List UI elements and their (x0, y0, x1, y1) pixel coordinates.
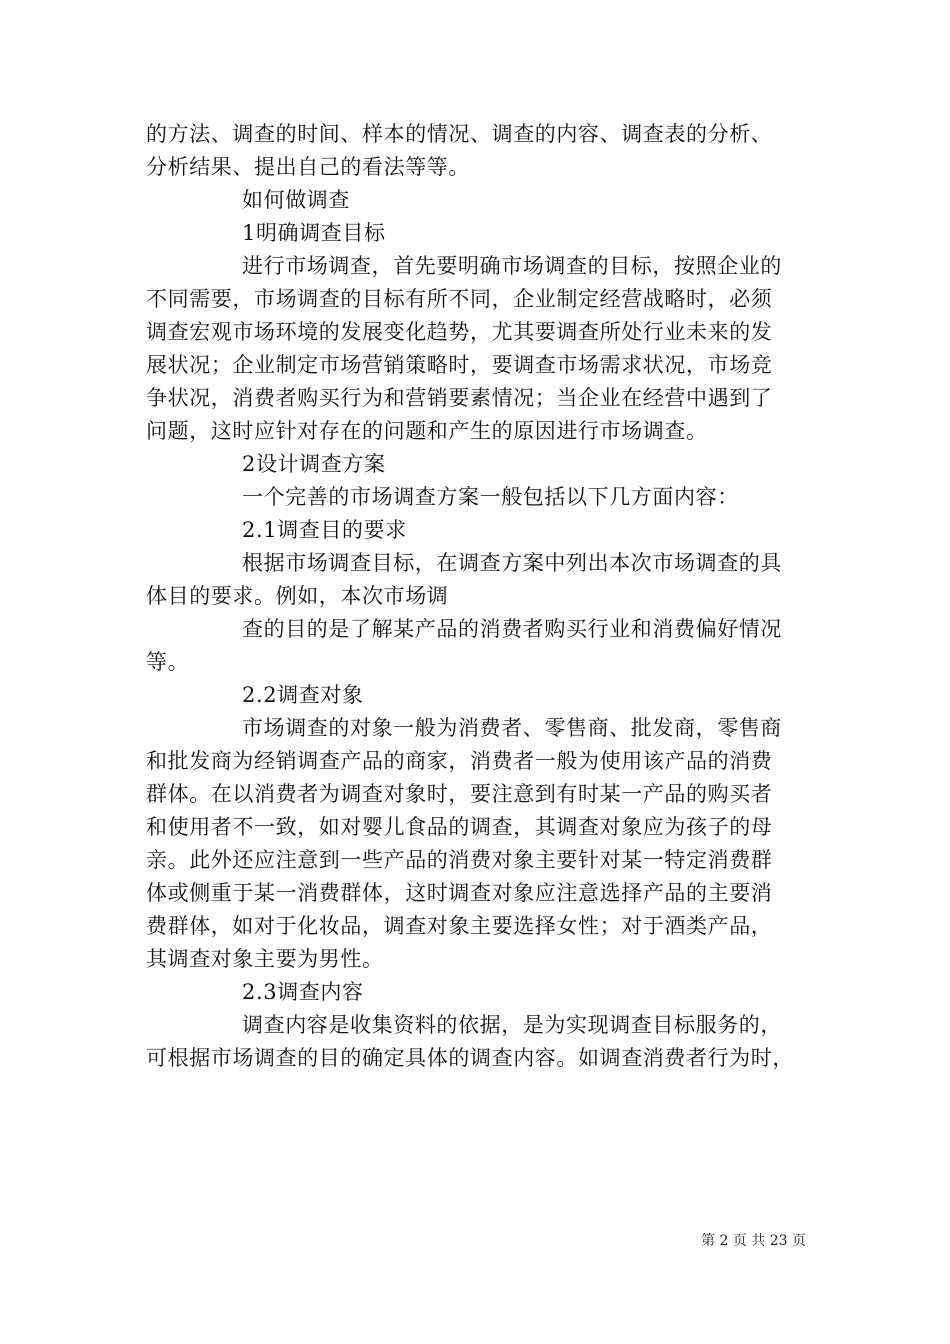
section-heading: 2.2调查对象 (242, 683, 364, 707)
section-heading: 2.1调查目的要求 (242, 518, 407, 542)
text-line: 亲。此外还应注意到一些产品的消费对象主要针对某一特定消费群 (146, 848, 773, 872)
text-line: 调查内容是收集资料的依据，是为实现调查目标服务的， (242, 1013, 782, 1037)
text-line: 可根据市场调查的目的确定具体的调查内容。如调查消费者行为时， (146, 1046, 794, 1070)
text-line: 调查宏观市场环境的发展变化趋势，尤其要调查所处行业未来的发 (146, 320, 773, 344)
document-body (146, 118, 806, 1075)
text-line: 问题，这时应针对存在的问题和产生的原因进行市场调查。 (146, 419, 708, 443)
text-line: 和使用者不一致，如对婴儿食品的调查，其调查对象应为孩子的母 (146, 815, 773, 839)
text-line: 展状况；企业制定市场营销策略时，要调查市场需求状况，市场竞 (146, 353, 773, 377)
text-line: 的方法、调查的时间、样本的情况、调查的内容、调查表的分析、 (146, 122, 773, 146)
text-line: 根据市场调查目标，在调查方案中列出本次市场调查的具 (242, 551, 782, 575)
text-line: 一个完善的市场调查方案一般包括以下几方面内容： (242, 485, 739, 509)
text-line: 体或侧重于某一消费群体，这时调查对象应注意选择产品的主要消 (146, 881, 773, 905)
text-line: 群体。在以消费者为调查对象时，要注意到有时某一产品的购买者 (146, 782, 773, 806)
section-heading: 如何做调查 (242, 188, 350, 212)
page-number-footer: 第 2 页 共 23 页 (701, 1233, 806, 1249)
text-line: 费群体，如对于化妆品，调查对象主要选择女性；对于酒类产品， (146, 914, 773, 938)
text-line: 分析结果、提出自己的看法等等。 (146, 155, 470, 179)
section-heading: 2.3调查内容 (242, 980, 364, 1004)
text-line: 和批发商为经销调查产品的商家，消费者一般为使用该产品的消费 (146, 749, 773, 773)
text-line: 体目的要求。例如，本次市场调 (146, 584, 449, 608)
section-heading: 1明确调查目标 (242, 221, 386, 245)
section-heading: 2设计调查方案 (242, 452, 386, 476)
text-line: 进行市场调查，首先要明确市场调查的目标，按照企业的 (242, 254, 782, 278)
text-line: 市场调查的对象一般为消费者、零售商、批发商，零售商 (242, 716, 782, 740)
text-line: 其调查对象主要为男性。 (146, 947, 384, 971)
text-line: 争状况，消费者购买行为和营销要素情况；当企业在经营中遇到了 (146, 386, 773, 410)
text-line: 查的目的是了解某产品的消费者购买行业和消费偏好情况 (242, 617, 782, 641)
text-line: 等。 (146, 650, 190, 674)
text-line: 不同需要，市场调查的目标有所不同，企业制定经营战略时，必须 (146, 287, 773, 311)
